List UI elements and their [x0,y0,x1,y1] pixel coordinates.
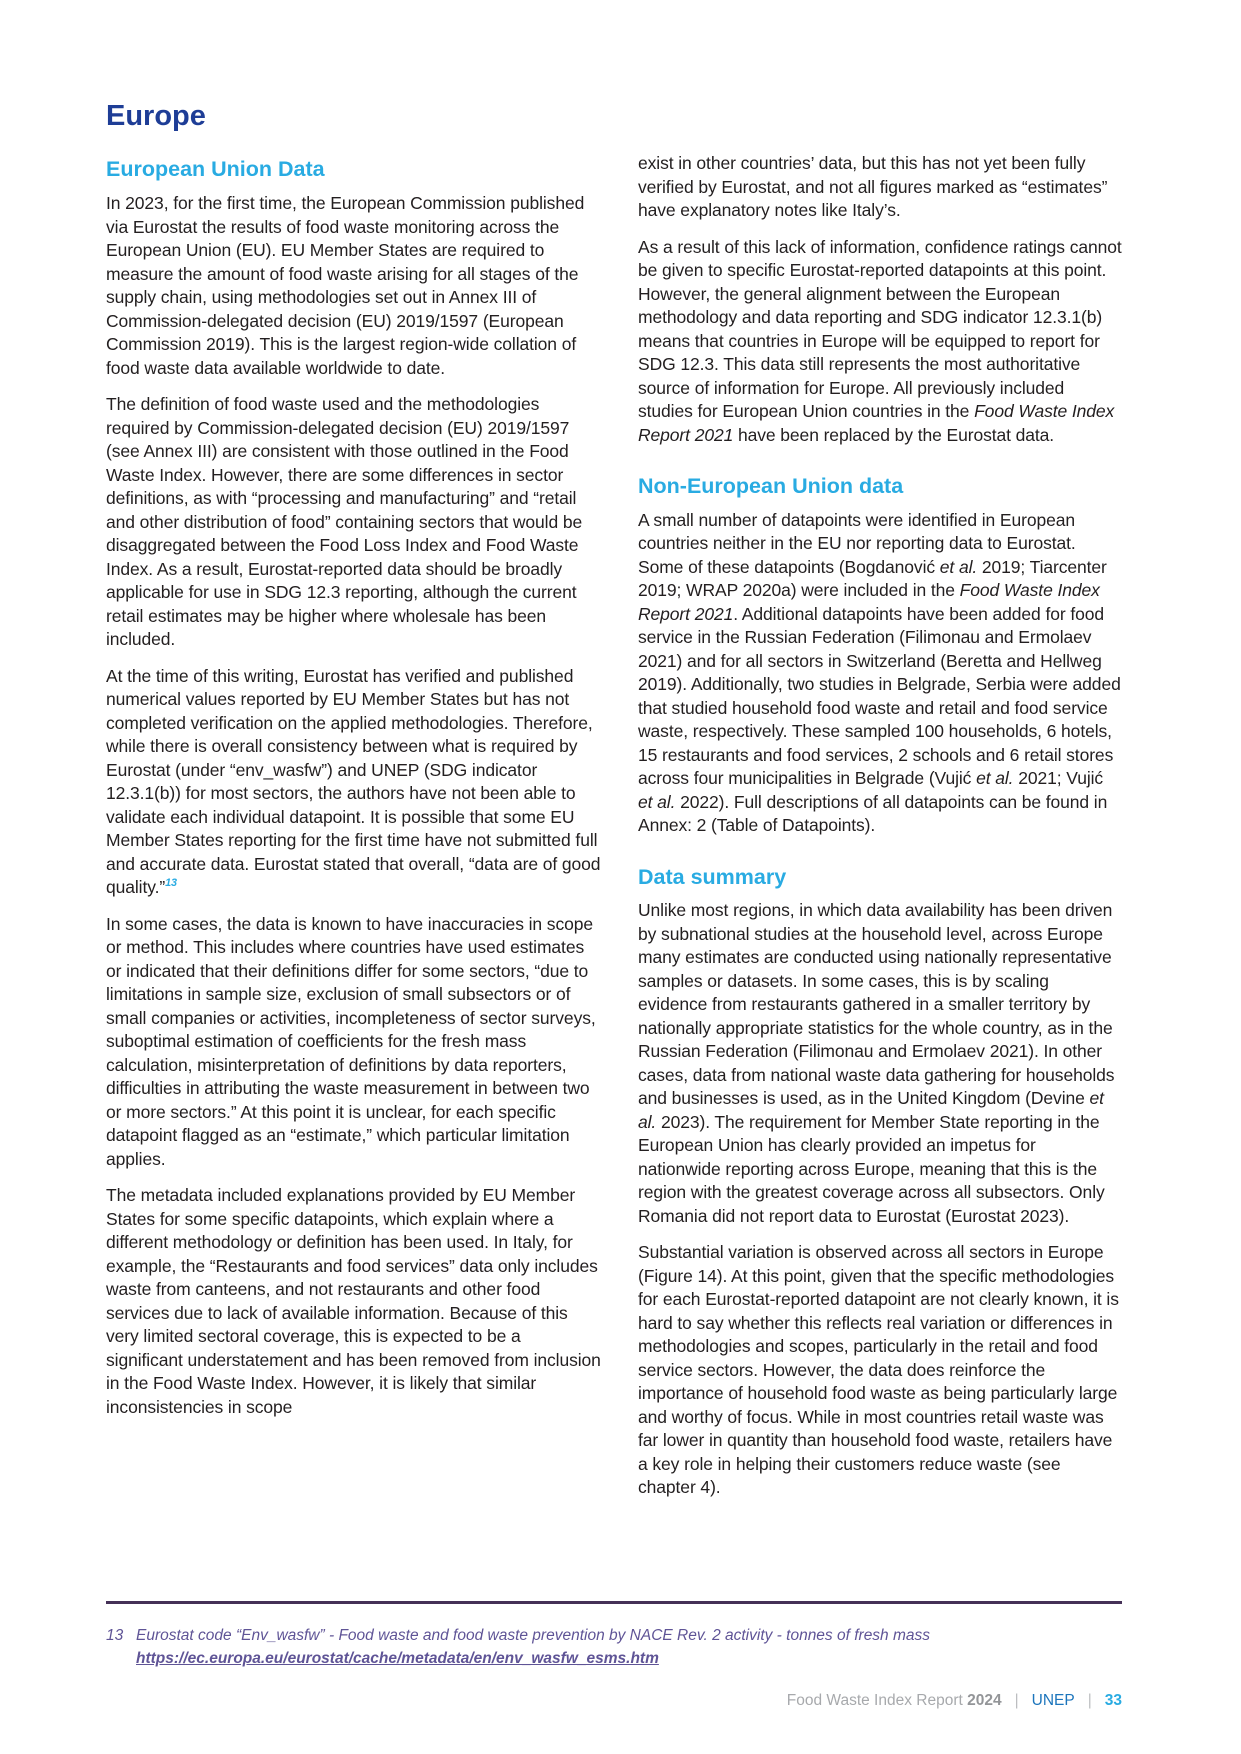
footer-org-unep[interactable]: UNEP [1031,1692,1075,1709]
footnote [106,1601,1122,1670]
footer-page-number: 33 [1104,1692,1122,1709]
paragraph: In 2023, for the first time, the European Commission published via Eurostat the results of food waste monitoring across the European Union (EU). EU Member States are required to measure the amount of food waste arising for all stages of the supply chain, using methodologies set out in Annex III of Commission-delegated decision (EU) 2019/1597 (European Commission 2019). This is the largest region-wide collation of food waste data available worldwide to date. [106,193,585,378]
footer-report-title: Food Waste Index Report [786,1692,968,1709]
paragraph: Unlike most regions, in which data availability has been driven by subnational studies at the household level, across Europe many estimates are conducted using nationally representative samples or datasets. In some cases, this is by scaling evidence from restaurants gathered in a smaller territory by nationally appropriate statistics for the whole country, as in the Russian Federation (Filimonau and Ermolaev 2021). In other cases, data from national waste data gathering for households and businesses is used, as in the United Kingdom (Devine et al. 2023). The requirement for Member State reporting in the European Union has clearly provided an impetus for nationwide reporting across Europe, meaning that this is the region with the greatest coverage across all subsectors. Only Romania did not report data to Eurostat (Eurostat 2023). [638,900,1115,1226]
paragraph: exist in other countries’ data, but this has not yet been fully verified by Eurostat, and not all figures marked as “estimates” have explanatory notes like Italy’s. [638,153,1108,220]
footer-separator: | [1087,1692,1092,1709]
section-heading-non-european-union-data: Non-European Union data [638,474,904,498]
paragraph: Substantial variation is observed across all sectors in Europe (Figure 14). At this point, given that the specific methodologies for each Eurostat-reported datapoint are not clearly known, it is hard to say whether this reflects real variation or differences in methodologies and scopes, particularly in the retail and food service sectors. However, the data does reinforce the importance of household food waste as being particularly large and worthy of focus. While in most countries retail waste was far lower in quantity than household food waste, retailers have a key role in helping their customers reduce waste (see chapter 4). [638,1242,1119,1498]
right-column [638,152,1122,1513]
paragraph: As a result of this lack of information, confidence ratings cannot be given to specific Eurostat-reported datapoints at this point. However, the general alignment between the European methodology and data reporting and SDG indicator 12.3.1(b) means that countries in Europe will be equipped to report for SDG 12.3. This data still represents the most authoritative source of information for Europe. All previously included studies for European Union countries in the Food Waste Index Report 2021 have been replaced by the Eurostat data. [638,236,1122,445]
left-column [106,101,602,1432]
footnote-number: 13 [106,1627,124,1644]
page-footer [106,1692,1122,1710]
paragraph: A small number of datapoints were identified in European countries neither in the EU nor reporting data to Eurostat. Some of these datapoints (Bogdanović et al. 2019; Tiarcenter 2019; WRAP 2020a) were included in the Food Waste Index Report 2021. Additional datapoints have been added for food service in the Russian Federation (Filimonau and Ermolaev 2021) and for all sectors in Switzerland (Beretta and Hellweg 2019). Additionally, two studies in Belgrade, Serbia were added that studied household food waste and retail and food service waste, respectively. These sampled 100 households, 6 hotels, 15 restaurants and food services, 2 schools and 6 retail stores across four municipalities in Belgrade (Vujić et al. 2021; Vujić et al. 2022). Full descriptions of all datapoints can be found in Annex: 2 (Table of Datapoints). [638,509,1121,836]
paragraph: At the time of this writing, Eurostat has verified and published numerical values reported by EU Member States but has not completed verification on the applied methodologies. Therefore, while there is overall consistency between what is required by Eurostat (under “env_wasfw”) and UNEP (SDG indicator 12.3.1(b)) for most sectors, the authors have not been able to validate each individual datapoint. It is possible that some EU Member States reporting for the first time have not submitted full and accurate data. Eurostat stated that overall, “data are of good quality.”$^{13}$ [106,665,601,898]
paragraph: The metadata included explanations provided by EU Member States for some specific datapoints, which explain where a different methodology or definition has been used. In Italy, for example, the “Restaurants and food services” data only includes waste from canteens, and not restaurants and other food services due to lack of available information. Because of this very limited sectoral coverage, this is expected to be a significant understatement and has been removed from inclusion in the Food Waste Index. However, it is likely that similar inconsistencies in scope [106,1185,601,1417]
footer-separator: | [1014,1692,1019,1709]
page-title: Europe [106,100,206,132]
paragraph: The definition of food waste used and the methodologies required by Commission-delegated decision (EU) 2019/1597 (see Annex III) are consistent with those outlined in the Food Waste Index. However, there are some differences in sector definitions, as with “processing and manufacturing” and “retail and other distribution of food” containing sectors that would be disaggregated between the Food Loss Index and Food Waste Index. As a result, Eurostat-reported data should be broadly applicable for use in SDG 12.3 reporting, although the current retail estimates may be higher where wholesale has been included. [106,394,583,650]
section-heading-data-summary: Data summary [638,864,787,889]
section-heading-european-union-data: European Union Data [106,157,325,182]
footnote-text-body: Eurostat code “Env_wasfw” - Food waste and food waste prevention by NACE Rev. 2 activity - tonnes of fresh mass [136,1627,931,1644]
footnote-link[interactable]: https://ec.europa.eu/eurostat/cache/metadata/en/env_wasfw_esms.htm [136,1650,659,1667]
paragraph: In some cases, the data is known to have inaccuracies in scope or method. This includes where countries have used estimates or indicated that their definitions differ for some sectors, “due to limitations in sample size, exclusion of small subsectors or of small companies or activities, incompleteness of sector surveys, suboptimal estimation of coefficients for the fresh mass calculation, misinterpretation of definitions by data reporters, difficulties in attributing the waste measurement in between two or more sectors.” At this point it is unclear, for each specific datapoint flagged as an “estimate,” which particular limitation applies. [106,913,596,1169]
footnote-text [136,1624,1122,1670]
footer-report-year: 2024 [967,1692,1002,1709]
